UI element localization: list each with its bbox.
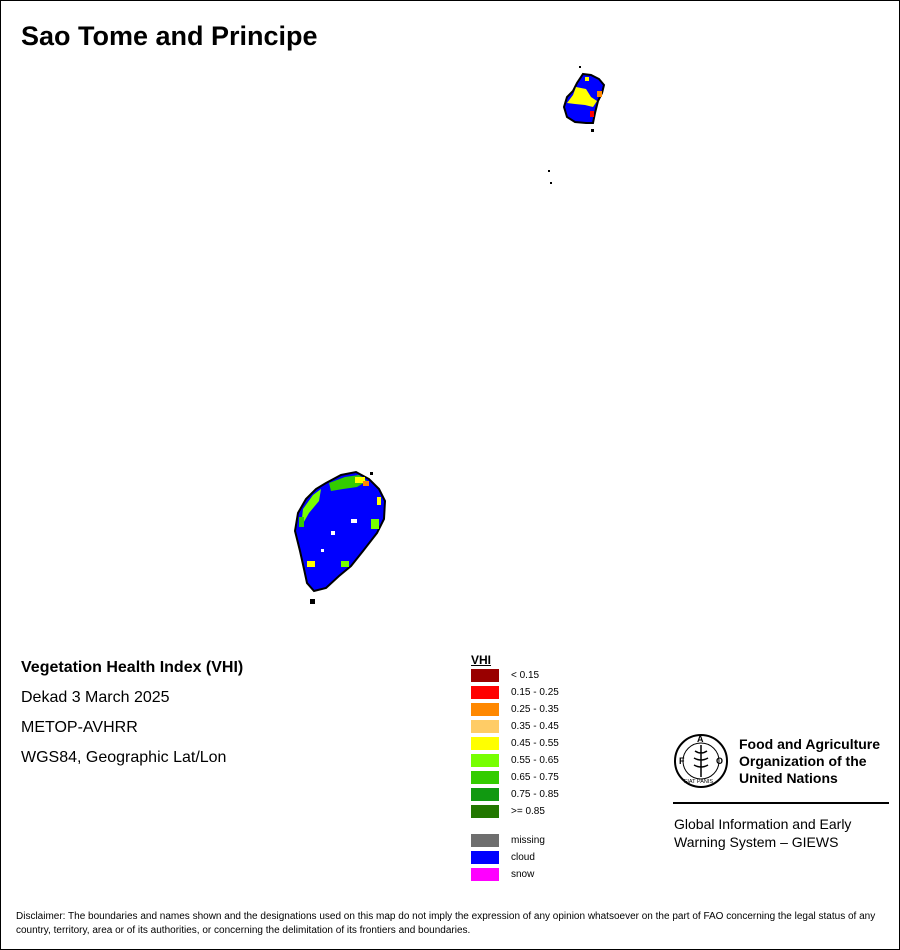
legend-special — [471, 834, 545, 885]
legend-label: missing — [511, 835, 545, 846]
legend-swatch — [471, 868, 499, 881]
legend-swatch — [471, 851, 499, 864]
fao-logo-letter-f: F — [679, 756, 685, 766]
disclaimer-text: Disclaimer: The boundaries and names shown and the designations used on this map do not imply the expression of any opinion whatsoever on the part of FAO concerning the legal status of any country, territory, area or of its authorities, or concerning the delimitation of its frontiers and boundaries. — [16, 911, 876, 936]
legend-label: 0.45 - 0.55 — [511, 738, 559, 749]
principe-island — [548, 66, 604, 184]
projection-label: WGS84, Geographic Lat/Lon — [21, 749, 227, 766]
sensor-label: METOP-AVHRR — [21, 719, 138, 736]
legend-swatch — [471, 788, 499, 801]
legend-label: >= 0.85 — [511, 806, 545, 817]
legend-row — [471, 754, 559, 771]
fao-logo-icon — [673, 733, 729, 789]
giews-line: Warning System – GIEWS — [674, 834, 839, 850]
legend-row — [471, 686, 559, 703]
legend-swatch — [471, 834, 499, 847]
legend-title: VHI — [471, 653, 492, 667]
legend-row — [471, 851, 535, 868]
legend-swatch — [471, 703, 499, 716]
fao-logo-motto: FIAT PANIS — [684, 779, 714, 785]
giews-label — [674, 815, 851, 851]
legend-classes — [471, 669, 559, 822]
vhi-legend — [471, 653, 559, 885]
fao-logo-letter-o: O — [716, 756, 724, 766]
legend-swatch — [471, 720, 499, 733]
giews-line: Global Information and Early — [674, 816, 852, 832]
legend-swatch — [471, 805, 499, 818]
map-info — [21, 658, 243, 778]
legend-swatch — [471, 754, 499, 767]
legend-row — [471, 720, 559, 737]
legend-row — [471, 805, 545, 822]
legend-label: 0.15 - 0.25 — [511, 687, 559, 698]
legend-row — [471, 834, 545, 851]
fao-name-line: United Nations — [739, 770, 838, 786]
legend-swatch — [471, 686, 499, 699]
legend-label: 0.65 - 0.75 — [511, 772, 559, 783]
legend-swatch — [471, 737, 499, 750]
legend-row — [471, 788, 559, 805]
fao-logo-letter-a: A — [697, 734, 704, 744]
fao-name-line: Food and Agriculture — [739, 736, 881, 752]
legend-label: < 0.15 — [511, 670, 540, 681]
sao-tome-island — [295, 472, 385, 604]
legend-label: 0.55 - 0.65 — [511, 755, 559, 766]
legend-label: snow — [511, 869, 535, 880]
legend-row — [471, 737, 559, 754]
legend-label: 0.75 - 0.85 — [511, 789, 559, 800]
period-label: Dekad 3 March 2025 — [21, 689, 170, 706]
legend-row — [471, 868, 535, 885]
legend-swatch — [471, 771, 499, 784]
fao-name — [739, 736, 880, 787]
legend-label: cloud — [511, 852, 535, 863]
map-canvas — [1, 1, 899, 949]
map-title: Sao Tome and Principe — [21, 21, 318, 51]
legend-row — [471, 669, 540, 686]
legend-label: 0.25 - 0.35 — [511, 704, 559, 715]
legend-label: 0.35 - 0.45 — [511, 721, 559, 732]
legend-row — [471, 703, 559, 720]
legend-swatch — [471, 669, 499, 682]
fao-divider — [673, 802, 889, 804]
legend-row — [471, 771, 559, 788]
fao-name-line: Organization of the — [739, 753, 867, 769]
index-heading: Vegetation Health Index (VHI) — [21, 659, 244, 676]
